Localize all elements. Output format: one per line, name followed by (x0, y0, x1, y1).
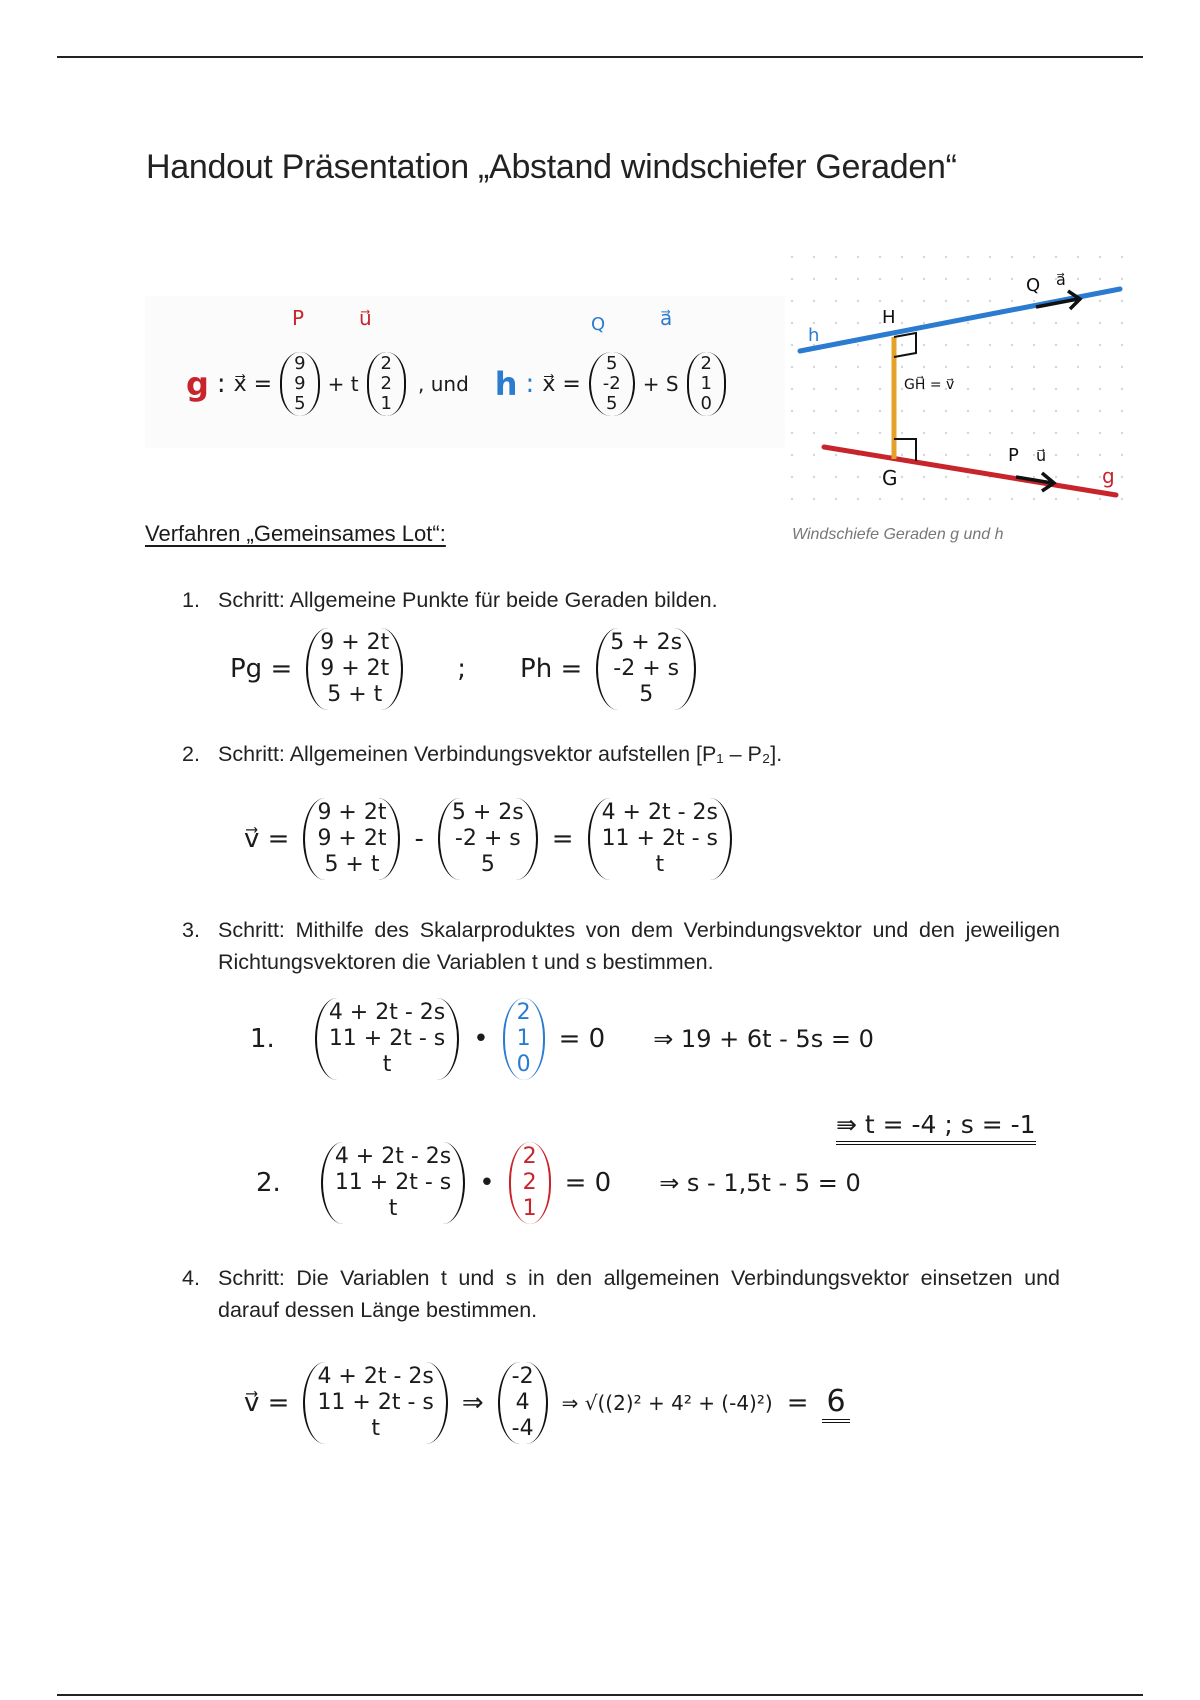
vector-entry: 1 (700, 373, 712, 394)
equals-sign: = (551, 824, 574, 854)
pg-vector (306, 628, 403, 710)
vector-entry: 2 (700, 353, 712, 374)
a-vec-label: a⃗ (1056, 270, 1066, 289)
vector-entry: 5 (480, 852, 495, 877)
vector-entry: 2 (522, 1144, 537, 1169)
vector-entry: 4 + 2t - 2s (601, 800, 718, 825)
vector-entry: 5 (606, 353, 618, 374)
h-direction-vector (687, 352, 726, 416)
g-colon: : (216, 369, 226, 399)
g-point-vector (280, 352, 319, 416)
vector-entry: 4 + 2t - 2s (328, 1000, 446, 1025)
vector-entry: 1 (516, 1026, 531, 1051)
step-3 (182, 914, 1060, 978)
vector-entry: 11 + 2t - s (334, 1170, 452, 1195)
line-equations (186, 352, 726, 416)
step-text: Schritt: Allgemeinen Verbindungsvektor aufstellen [P₁ – P₂]. (218, 742, 783, 766)
vector-entry: 9 + 2t (320, 630, 390, 655)
length-formula: ⇒ √((2)² + 4² + (-4)²) (561, 1391, 773, 1415)
vector-entry: 5 + t (327, 682, 383, 707)
direction-vector-h (503, 998, 545, 1080)
vector-entry: 4 (515, 1390, 530, 1415)
vector-entry: 9 + 2t (317, 800, 387, 825)
step-2 (182, 738, 1060, 770)
step-number: 3. (182, 918, 200, 942)
eq2-label: 2. (256, 1168, 281, 1198)
a-label: a⃗ (660, 306, 673, 330)
ph-label: Ph = (520, 654, 583, 684)
step-number: 4. (182, 1266, 200, 1290)
vector-entry: t (382, 1052, 392, 1077)
v-label: v⃗ = (244, 824, 290, 854)
vector-entry: 5 (639, 682, 654, 707)
ph-vector (596, 628, 696, 710)
vector-entry: 11 + 2t - s (601, 826, 718, 851)
step3-eq2 (256, 1142, 861, 1224)
h-s: + S (642, 372, 679, 396)
vector-entry: 0 (516, 1052, 531, 1077)
vector-entry: 9 (294, 353, 306, 374)
vector-entry: 5 (294, 393, 306, 414)
step-1 (182, 584, 1060, 616)
P-label: P (1008, 445, 1019, 466)
result-1: ⇒ 19 + 6t - 5s = 0 (653, 1025, 874, 1053)
step-number: 2. (182, 742, 200, 766)
final-values: ⇛ t = -4 ; s = -1 (836, 1110, 1036, 1145)
vector-entry: -2 + s (454, 826, 521, 851)
H-label: H (882, 307, 896, 328)
direction-vector-g (509, 1142, 551, 1224)
vector-entry: 11 + 2t - s (328, 1026, 446, 1051)
dot-product: • (479, 1168, 495, 1198)
vector-entry: 1 (380, 393, 392, 414)
h-x: x⃗ = (542, 371, 581, 397)
pg-label: Pg = (230, 654, 293, 684)
vector-entry: 5 (606, 393, 618, 414)
vector-entry: 9 + 2t (320, 656, 390, 681)
g-label: g (186, 365, 209, 403)
q-label: Q (591, 314, 606, 335)
step4-math (244, 1362, 850, 1444)
result-vector (498, 1362, 548, 1444)
vector-entry: 2 (380, 373, 392, 394)
step-number: 1. (182, 588, 200, 612)
h-line-label: h (808, 325, 820, 346)
connection-vector (303, 1362, 447, 1444)
vector-entry: 5 + 2s (451, 800, 524, 825)
vector-entry: t (388, 1196, 398, 1221)
g-direction-vector (367, 352, 406, 416)
vector-entry: 9 (294, 373, 306, 394)
minus-sign: - (414, 824, 424, 854)
vector-entry: t (371, 1416, 380, 1441)
result-2: ⇒ s - 1,5t - 5 = 0 (659, 1169, 861, 1197)
vector-entry: -2 (602, 373, 621, 394)
Q-label: Q (1026, 275, 1041, 296)
p-label: P (292, 306, 305, 330)
v-label: v⃗ = (244, 1388, 290, 1418)
vector-entry: 11 + 2t - s (317, 1390, 434, 1415)
vector-entry: 2 (522, 1170, 537, 1195)
vector-entry: 2 (516, 1000, 531, 1025)
step-4 (182, 1262, 1060, 1326)
skew-lines-figure (790, 255, 1140, 515)
procedure-title: Verfahren „Gemeinsames Lot“: (145, 521, 446, 546)
vector-entry: 4 + 2t - 2s (334, 1144, 452, 1169)
step1-math (230, 628, 696, 710)
equals-sign: = (786, 1388, 809, 1418)
vector-entry: 2 (380, 353, 392, 374)
separator: ; (457, 654, 467, 684)
dot-product: • (473, 1024, 489, 1054)
vector-entry: t (655, 852, 665, 877)
implies-arrow: ⇒ (461, 1388, 484, 1418)
vector-entry: -4 (511, 1416, 534, 1441)
top-rule (57, 56, 1143, 58)
u-label: u⃗ (359, 306, 372, 330)
connection-vector (315, 998, 459, 1080)
vector-entry: 5 + t (324, 852, 380, 877)
u-vec-label: u⃗ (1036, 446, 1047, 465)
vector-entry: 4 + 2t - 2s (317, 1364, 434, 1389)
equals-zero: = 0 (558, 1024, 606, 1054)
g-t: + t (327, 372, 359, 396)
step2-math (244, 798, 732, 880)
h-colon: : (525, 369, 535, 399)
step-text: Schritt: Allgemeine Punkte für beide Geraden bilden. (218, 588, 718, 612)
vector-entry: -2 (511, 1364, 534, 1389)
connection-vector (321, 1142, 465, 1224)
vector-entry: 5 + 2s (610, 630, 683, 655)
step-text: Schritt: Mithilfe des Skalarproduktes von dem Verbindungsvektor und den jeweiligen Richtungsvektoren die Variablen t und s bestimmen. (218, 918, 1060, 974)
bottom-rule (57, 1694, 1143, 1696)
vector-result (588, 798, 732, 880)
vector-entry: -2 + s (613, 656, 680, 681)
gh-label: GH⃗ = v⃗ (904, 377, 955, 393)
und-text: , und (418, 372, 469, 396)
vector-entry: 9 + 2t (317, 826, 387, 851)
equals-zero: = 0 (564, 1168, 612, 1198)
step3-eq1 (250, 998, 874, 1080)
h-point-vector (589, 352, 635, 416)
eq1-label: 1. (250, 1024, 275, 1054)
page-title: Handout Präsentation „Abstand windschiefer Geraden“ (146, 148, 957, 186)
vector-entry: 0 (700, 393, 712, 414)
vector-entry: 1 (522, 1196, 537, 1221)
g-line-label: g (1102, 464, 1115, 488)
g-x: x⃗ = (233, 371, 273, 397)
answer: 6 (822, 1384, 849, 1423)
vector-a (303, 798, 400, 880)
vector-b (438, 798, 538, 880)
G-label: G (882, 466, 898, 490)
figure-caption: Windschiefe Geraden g und h (792, 526, 1004, 543)
h-label: h (494, 365, 518, 403)
step-text: Schritt: Die Variablen t und s in den allgemeinen Verbindungsvektor einsetzen und darauf dessen Länge bestimmen. (218, 1266, 1060, 1322)
